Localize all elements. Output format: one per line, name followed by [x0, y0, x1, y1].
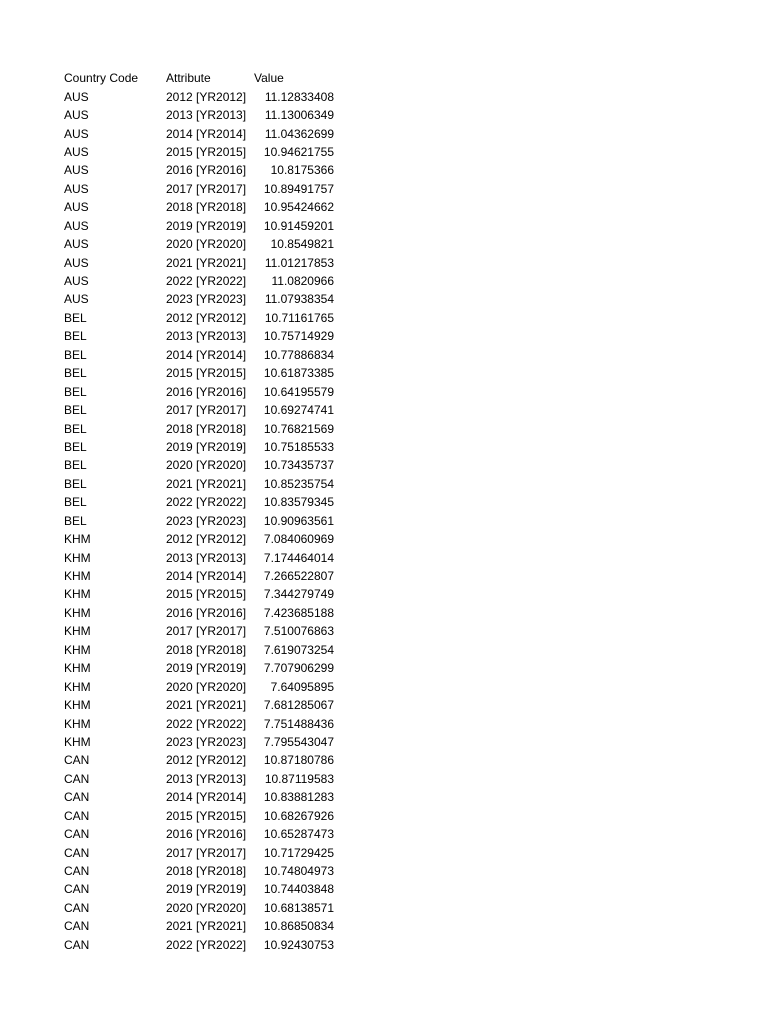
attribute-cell[interactable]: 2017 [YR2017] [166, 181, 247, 196]
value-cell[interactable]: 7.423685188 [263, 605, 334, 620]
attribute-cell[interactable]: 2018 [YR2018] [166, 864, 247, 879]
table-row [64, 217, 334, 235]
table-row [64, 880, 334, 898]
value-cell[interactable]: 10.83881283 [263, 790, 334, 805]
attribute-cell[interactable]: 2013 [YR2013] [166, 108, 247, 123]
value-cell[interactable]: 11.07938354 [264, 292, 334, 307]
country-code-cell[interactable]: KHM [64, 716, 91, 731]
table-row [64, 309, 334, 327]
value-cell[interactable]: 10.71729425 [263, 845, 334, 860]
country-code-cell[interactable]: AUS [64, 108, 89, 123]
country-code-cell[interactable]: CAN [64, 900, 90, 915]
value-cell[interactable]: 7.707906299 [263, 661, 334, 676]
country-code-cell[interactable]: AUS [64, 163, 89, 178]
table-row [64, 475, 334, 493]
attribute-cell[interactable]: 2017 [YR2017] [166, 403, 247, 418]
spreadsheet [64, 69, 334, 954]
attribute-cell[interactable]: 2021 [YR2021] [166, 919, 247, 934]
attribute-cell[interactable]: 2012 [YR2012] [166, 310, 247, 325]
table-row [64, 327, 334, 345]
country-code-cell[interactable]: BEL [64, 384, 87, 399]
country-code-cell[interactable]: BEL [64, 421, 87, 436]
attribute-cell[interactable]: 2012 [YR2012] [166, 532, 247, 547]
table-row [64, 180, 334, 198]
country-code-cell[interactable]: KHM [64, 642, 91, 657]
value-cell[interactable]: 10.90963561 [263, 513, 334, 528]
country-code-cell[interactable]: BEL [64, 310, 87, 325]
table-row [64, 899, 334, 917]
table-row [64, 604, 334, 622]
value-cell[interactable]: 11.0820966 [271, 274, 334, 289]
attribute-cell[interactable]: 2016 [YR2016] [166, 163, 247, 178]
header-country-code[interactable]: Country Code [64, 71, 139, 86]
value-cell[interactable]: 10.95424662 [263, 200, 334, 215]
country-code-cell[interactable]: CAN [64, 919, 90, 934]
attribute-cell[interactable]: 2021 [YR2021] [166, 255, 247, 270]
country-code-cell[interactable]: AUS [64, 200, 89, 215]
attribute-cell[interactable]: 2016 [YR2016] [166, 384, 247, 399]
value-cell[interactable]: 10.64195579 [263, 384, 334, 399]
table-row [64, 751, 334, 769]
country-code-cell[interactable]: KHM [64, 679, 91, 694]
value-cell[interactable]: 11.12833408 [264, 89, 334, 104]
value-cell[interactable]: 7.510076863 [263, 624, 334, 639]
country-code-cell[interactable]: CAN [64, 771, 90, 786]
data-table [64, 69, 334, 954]
table-row [64, 512, 334, 530]
value-cell[interactable]: 7.084060969 [263, 532, 334, 547]
table-row [64, 807, 334, 825]
attribute-cell[interactable]: 2016 [YR2016] [166, 605, 247, 620]
country-code-cell[interactable]: KHM [64, 698, 91, 713]
table-row [64, 456, 334, 474]
table-row [64, 530, 334, 548]
table-row [64, 382, 334, 400]
table-row [64, 346, 334, 364]
table-row [64, 124, 334, 142]
country-code-cell[interactable]: KHM [64, 532, 91, 547]
value-cell[interactable]: 7.344279749 [263, 587, 334, 602]
country-code-cell[interactable]: BEL [64, 495, 87, 510]
country-code-cell[interactable]: BEL [64, 329, 87, 344]
value-cell[interactable]: 7.174464014 [263, 550, 334, 565]
value-cell[interactable]: 11.01217853 [264, 255, 334, 270]
attribute-cell[interactable]: 2018 [YR2018] [166, 642, 247, 657]
attribute-cell[interactable]: 2022 [YR2022] [166, 937, 247, 952]
value-cell[interactable]: 10.91459201 [263, 218, 334, 233]
attribute-cell[interactable]: 2015 [YR2015] [166, 366, 247, 381]
attribute-cell[interactable]: 2021 [YR2021] [166, 476, 247, 491]
value-cell[interactable]: 10.68267926 [263, 808, 334, 823]
attribute-cell[interactable]: 2014 [YR2014] [166, 347, 247, 362]
country-code-cell[interactable]: BEL [64, 347, 87, 362]
country-code-cell[interactable]: AUS [64, 89, 89, 104]
country-code-cell[interactable]: BEL [64, 366, 87, 381]
value-cell[interactable]: 10.8175366 [270, 163, 334, 178]
value-cell[interactable]: 10.83579345 [263, 495, 334, 510]
table-row [64, 106, 334, 124]
table-row [64, 290, 334, 308]
value-cell[interactable]: 7.619073254 [263, 642, 334, 657]
table-row [64, 235, 334, 253]
table-row [64, 401, 334, 419]
country-code-cell[interactable]: CAN [64, 827, 90, 842]
table-row [64, 548, 334, 566]
attribute-cell[interactable]: 2012 [YR2012] [166, 89, 247, 104]
attribute-cell[interactable]: 2013 [YR2013] [166, 771, 247, 786]
table-row [64, 843, 334, 861]
value-cell[interactable]: 10.76821569 [263, 421, 334, 436]
country-code-cell[interactable]: BEL [64, 403, 87, 418]
table-row [64, 161, 334, 179]
table-row [64, 419, 334, 437]
attribute-cell[interactable]: 2022 [YR2022] [166, 495, 247, 510]
attribute-cell[interactable]: 2020 [YR2020] [166, 679, 247, 694]
value-cell[interactable]: 7.681285067 [263, 698, 334, 713]
country-code-cell[interactable]: AUS [64, 218, 89, 233]
attribute-cell[interactable]: 2015 [YR2015] [166, 587, 247, 602]
value-cell[interactable]: 10.85235754 [263, 476, 334, 491]
value-cell[interactable]: 10.74804973 [263, 864, 334, 879]
table-row [64, 198, 334, 216]
attribute-cell[interactable]: 2020 [YR2020] [166, 237, 247, 252]
value-cell[interactable]: 10.8549821 [270, 237, 334, 252]
attribute-cell[interactable]: 2015 [YR2015] [166, 144, 247, 159]
attribute-cell[interactable]: 2019 [YR2019] [166, 439, 247, 454]
country-code-cell[interactable]: CAN [64, 864, 90, 879]
attribute-cell[interactable]: 2019 [YR2019] [166, 882, 247, 897]
table-row [64, 862, 334, 880]
table-row [64, 87, 334, 105]
table-row [64, 585, 334, 603]
header-row [64, 69, 334, 87]
country-code-cell[interactable]: CAN [64, 937, 90, 952]
value-cell[interactable]: 11.04362699 [264, 126, 334, 141]
table-row [64, 659, 334, 677]
attribute-cell[interactable]: 2023 [YR2023] [166, 734, 247, 749]
value-cell[interactable]: 10.71161765 [264, 310, 334, 325]
country-code-cell[interactable]: AUS [64, 181, 89, 196]
table-row [64, 714, 334, 732]
value-cell[interactable]: 10.89491757 [263, 181, 334, 196]
table-row [64, 143, 334, 161]
country-code-cell[interactable]: BEL [64, 476, 87, 491]
table-row [64, 788, 334, 806]
country-code-cell[interactable]: BEL [64, 513, 87, 528]
attribute-cell[interactable]: 2013 [YR2013] [166, 329, 247, 344]
attribute-cell[interactable]: 2020 [YR2020] [166, 900, 247, 915]
value-cell[interactable]: 10.94621755 [263, 144, 334, 159]
value-cell[interactable]: 10.69274741 [263, 403, 334, 418]
header-value[interactable]: Value [254, 71, 284, 86]
value-cell[interactable]: 7.751488436 [263, 716, 334, 731]
attribute-cell[interactable]: 2012 [YR2012] [166, 753, 247, 768]
value-cell[interactable]: 7.795543047 [263, 734, 334, 749]
attribute-cell[interactable]: 2014 [YR2014] [166, 569, 247, 584]
country-code-cell[interactable]: BEL [64, 439, 87, 454]
table-row [64, 677, 334, 695]
attribute-cell[interactable]: 2023 [YR2023] [166, 513, 247, 528]
value-cell[interactable]: 11.13006349 [264, 108, 334, 123]
country-code-cell[interactable]: KHM [64, 569, 91, 584]
attribute-cell[interactable]: 2014 [YR2014] [166, 790, 247, 805]
value-cell[interactable]: 10.86850834 [263, 919, 334, 934]
country-code-cell[interactable]: CAN [64, 753, 90, 768]
table-row [64, 493, 334, 511]
attribute-cell[interactable]: 2023 [YR2023] [166, 292, 247, 307]
country-code-cell[interactable]: CAN [64, 882, 90, 897]
value-cell[interactable]: 10.92430753 [263, 937, 334, 952]
value-cell[interactable]: 10.75185533 [263, 439, 334, 454]
attribute-cell[interactable]: 2017 [YR2017] [166, 845, 247, 860]
country-code-cell[interactable]: AUS [64, 237, 89, 252]
table-row [64, 770, 334, 788]
table-row [64, 696, 334, 714]
table-row [64, 253, 334, 271]
country-code-cell[interactable]: AUS [64, 144, 89, 159]
country-code-cell[interactable]: CAN [64, 845, 90, 860]
attribute-cell[interactable]: 2019 [YR2019] [166, 661, 247, 676]
table-row [64, 917, 334, 935]
value-cell[interactable]: 10.65287473 [263, 827, 334, 842]
attribute-cell[interactable]: 2022 [YR2022] [166, 716, 247, 731]
attribute-cell[interactable]: 2018 [YR2018] [166, 200, 247, 215]
table-body [64, 87, 334, 954]
table-row [64, 936, 334, 954]
attribute-cell[interactable]: 2022 [YR2022] [166, 274, 247, 289]
country-code-cell[interactable]: KHM [64, 550, 91, 565]
country-code-cell[interactable]: KHM [64, 734, 91, 749]
country-code-cell[interactable]: AUS [64, 126, 89, 141]
country-code-cell[interactable]: CAN [64, 808, 90, 823]
attribute-cell[interactable]: 2019 [YR2019] [166, 218, 247, 233]
value-cell[interactable]: 10.87119583 [264, 771, 334, 786]
attribute-cell[interactable]: 2013 [YR2013] [166, 550, 247, 565]
country-code-cell[interactable]: AUS [64, 255, 89, 270]
attribute-cell[interactable]: 2015 [YR2015] [166, 808, 247, 823]
country-code-cell[interactable]: AUS [64, 292, 89, 307]
attribute-cell[interactable]: 2018 [YR2018] [166, 421, 247, 436]
country-code-cell[interactable]: KHM [64, 587, 91, 602]
country-code-cell[interactable]: AUS [64, 274, 89, 289]
value-cell[interactable]: 10.73435737 [263, 458, 334, 473]
attribute-cell[interactable]: 2017 [YR2017] [166, 624, 247, 639]
table-row [64, 641, 334, 659]
attribute-cell[interactable]: 2021 [YR2021] [166, 698, 247, 713]
country-code-cell[interactable]: KHM [64, 624, 91, 639]
attribute-cell[interactable]: 2016 [YR2016] [166, 827, 247, 842]
table-row [64, 272, 334, 290]
table-row [64, 364, 334, 382]
country-code-cell[interactable]: CAN [64, 790, 90, 805]
country-code-cell[interactable]: KHM [64, 605, 91, 620]
country-code-cell[interactable]: KHM [64, 661, 91, 676]
value-cell[interactable]: 10.61873385 [263, 366, 334, 381]
header-attribute[interactable]: Attribute [166, 71, 211, 86]
table-row [64, 567, 334, 585]
value-cell[interactable]: 10.77886834 [263, 347, 334, 362]
attribute-cell[interactable]: 2014 [YR2014] [166, 126, 247, 141]
table-row [64, 622, 334, 640]
table-row [64, 438, 334, 456]
table-row [64, 825, 334, 843]
value-cell[interactable]: 10.74403848 [263, 882, 334, 897]
value-cell[interactable]: 7.64095895 [270, 679, 334, 694]
value-cell[interactable]: 10.75714929 [263, 329, 334, 344]
attribute-cell[interactable]: 2020 [YR2020] [166, 458, 247, 473]
value-cell[interactable]: 10.87180786 [263, 753, 334, 768]
country-code-cell[interactable]: BEL [64, 458, 87, 473]
value-cell[interactable]: 7.266522807 [263, 569, 334, 584]
value-cell[interactable]: 10.68138571 [263, 900, 334, 915]
table-row [64, 733, 334, 751]
